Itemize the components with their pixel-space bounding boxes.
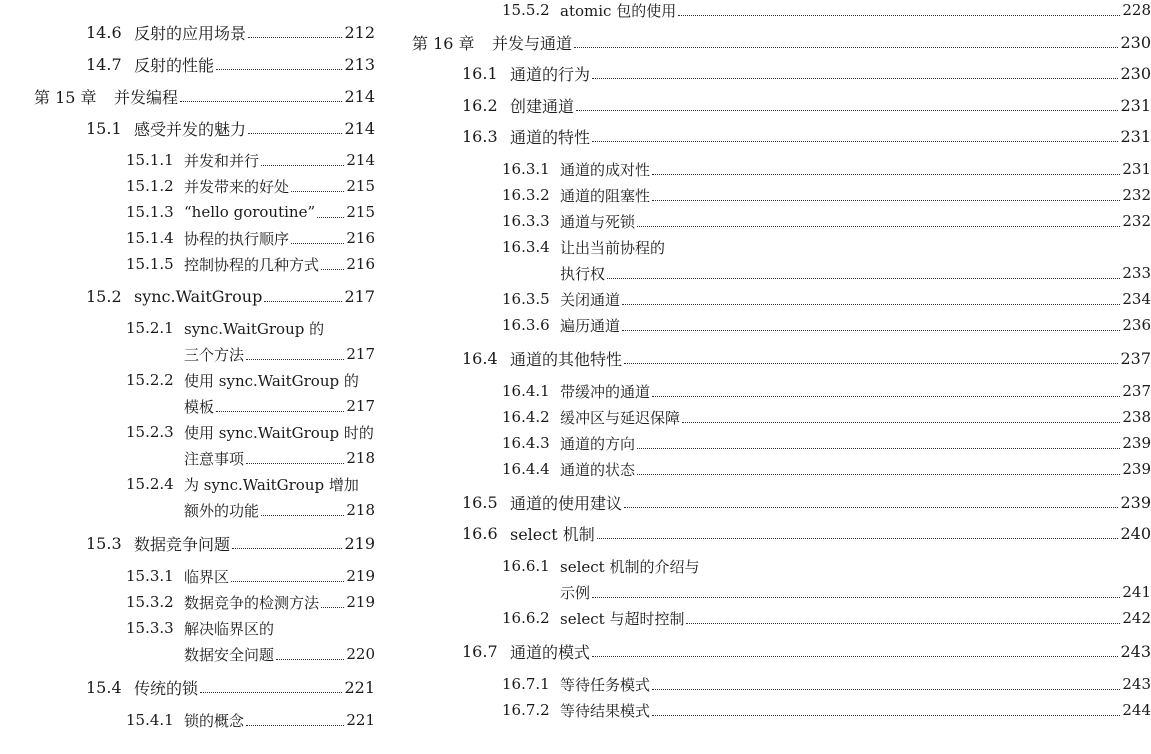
dot-leader (574, 46, 1118, 48)
toc-entry-number: 15.1.4 (126, 229, 174, 247)
toc-subsection-entry[interactable] (502, 157, 1151, 181)
toc-entry-page: 218 (346, 501, 375, 519)
dot-leader (232, 547, 342, 549)
toc-subsection-entry[interactable] (502, 431, 1151, 455)
toc-entry-title: sync.WaitGroup 的 (184, 319, 325, 338)
toc-subsection-entry[interactable] (126, 342, 375, 366)
toc-entry-number: 第 16 章 (412, 33, 475, 53)
toc-entry-page: 237 (1120, 348, 1151, 368)
toc-entry-page: 228 (1122, 1, 1151, 19)
dot-leader (321, 268, 344, 270)
toc-entry-title: 通道的其他特性 (510, 349, 623, 369)
dot-leader (652, 173, 1120, 175)
toc-entry-title: 执行权 (560, 264, 606, 283)
toc-entry-page: 237 (1122, 382, 1151, 400)
toc-section-entry[interactable] (86, 52, 375, 76)
toc-entry-number: 16.3.4 (502, 238, 550, 256)
toc-subsection-entry[interactable] (126, 148, 375, 172)
dot-leader (652, 395, 1120, 397)
toc-subsection-entry[interactable] (126, 200, 375, 224)
toc-subsection-entry[interactable] (126, 498, 375, 522)
toc-subsection-entry[interactable] (502, 235, 1151, 259)
toc-section-entry[interactable] (462, 93, 1151, 117)
toc-section-entry[interactable] (462, 490, 1151, 514)
toc-subsection-entry[interactable] (126, 316, 375, 340)
toc-entry-number: 15.2.3 (126, 423, 174, 441)
toc-entry-page: 231 (1120, 95, 1151, 115)
dot-leader (622, 303, 1120, 305)
dot-leader (652, 199, 1120, 201)
dot-leader (246, 358, 344, 360)
toc-entry-number: 16.3.2 (502, 186, 550, 204)
toc-entry-title: 额外的功能 (184, 501, 260, 520)
toc-entry-number: 16.6 (462, 523, 498, 543)
toc-entry-number: 15.1 (86, 118, 122, 138)
dot-leader (276, 658, 344, 660)
toc-entry-title: 感受并发的魅力 (134, 119, 247, 139)
toc-subsection-entry[interactable] (126, 708, 375, 732)
toc-entry-title: 通道的状态 (560, 460, 636, 479)
toc-entry-title: select 机制的介绍与 (560, 557, 700, 576)
toc-entry-page: 216 (346, 229, 375, 247)
toc-entry-title: 并发编程 (114, 87, 179, 107)
toc-entry-title: “hello goroutine” (184, 203, 316, 221)
dot-leader (246, 462, 344, 464)
toc-entry-number: 14.7 (86, 54, 122, 74)
toc-entry-number: 15.3.3 (126, 619, 174, 637)
dot-leader (261, 514, 344, 516)
toc-entry-page: 239 (1122, 460, 1151, 478)
toc-entry-number: 16.7.2 (502, 701, 550, 719)
toc-entry-number: 15.1.5 (126, 255, 174, 273)
toc-entry-title: 通道的使用建议 (510, 493, 623, 513)
toc-subsection-entry[interactable] (126, 394, 375, 418)
toc-entry-title: 等待结果模式 (560, 701, 651, 720)
toc-entry-title: 传统的锁 (134, 678, 199, 698)
toc-entry-page: 242 (1122, 609, 1151, 627)
dot-leader (597, 537, 1119, 539)
toc-entry-number: 15.4.1 (126, 711, 174, 729)
toc-entry-number: 15.3.2 (126, 593, 174, 611)
toc-entry-number: 16.6.2 (502, 609, 550, 627)
toc-entry-page: 215 (346, 177, 375, 195)
toc-entry-number: 15.1.1 (126, 151, 174, 169)
toc-entry-title: 通道与死锁 (560, 212, 636, 231)
toc-entry-title: 锁的概念 (184, 711, 245, 730)
dot-leader (592, 140, 1118, 142)
toc-entry-title: 数据安全问题 (184, 645, 275, 664)
toc-subsection-entry[interactable] (126, 642, 375, 666)
toc-entry-page: 214 (344, 86, 375, 106)
toc-subsection-entry[interactable] (502, 379, 1151, 403)
dot-leader (216, 410, 344, 412)
toc-entry-number: 16.3.5 (502, 290, 550, 308)
toc-subsection-entry[interactable] (126, 174, 375, 198)
dot-leader (264, 300, 342, 302)
dot-leader (321, 606, 344, 608)
toc-entry-page: 232 (1122, 212, 1151, 230)
toc-entry-number: 16.4.1 (502, 382, 550, 400)
toc-subsection-entry[interactable] (126, 420, 375, 444)
dot-leader (592, 655, 1118, 657)
toc-subsection-entry[interactable] (502, 0, 1151, 22)
toc-entry-title: 示例 (560, 583, 591, 602)
toc-subsection-entry[interactable] (502, 261, 1151, 285)
toc-entry-title: 反射的性能 (134, 55, 215, 75)
toc-subsection-entry[interactable] (126, 564, 375, 588)
toc-entry-title: sync.WaitGroup (134, 286, 263, 306)
toc-entry-page: 214 (344, 118, 375, 138)
toc-entry-title: 为 sync.WaitGroup 增加 (184, 475, 359, 494)
toc-entry-page: 216 (346, 255, 375, 273)
toc-entry-title: 使用 sync.WaitGroup 时的 (184, 423, 374, 442)
dot-leader (592, 596, 1120, 598)
toc-subsection-entry[interactable] (126, 472, 375, 496)
toc-subsection-entry[interactable] (126, 590, 375, 614)
dot-leader (652, 714, 1120, 716)
toc-entry-number: 14.6 (86, 22, 122, 42)
toc-entry-page: 233 (1122, 264, 1151, 282)
toc-entry-title: 反射的应用场景 (134, 23, 247, 43)
toc-entry-page: 231 (1122, 160, 1151, 178)
toc-entry-number: 16.2 (462, 95, 498, 115)
toc-entry-number: 16.7 (462, 641, 498, 661)
toc-subsection-entry[interactable] (502, 457, 1151, 481)
toc-entry-title: 临界区 (184, 567, 230, 586)
toc-section-entry[interactable] (462, 124, 1151, 148)
toc-subsection-entry[interactable] (126, 226, 375, 250)
toc-entry-title: 创建通道 (510, 96, 575, 116)
toc-entry-title: 通道的成对性 (560, 160, 651, 179)
toc-entry-page: 221 (344, 677, 375, 697)
toc-entry-title: 通道的模式 (510, 642, 591, 662)
toc-entry-page: 220 (346, 645, 375, 663)
toc-entry-number: 15.2.2 (126, 371, 174, 389)
toc-entry-number: 15.3.1 (126, 567, 174, 585)
toc-entry-page: 230 (1120, 63, 1151, 83)
toc-entry-number: 16.5 (462, 492, 498, 512)
toc-section-entry[interactable] (462, 61, 1151, 85)
toc-entry-number: 16.3 (462, 126, 498, 146)
toc-entry-page: 215 (346, 203, 375, 221)
toc-entry-page: 217 (346, 345, 375, 363)
toc-entry-page: 240 (1120, 523, 1151, 543)
toc-entry-page: 239 (1120, 492, 1151, 512)
toc-section-entry[interactable] (462, 639, 1151, 663)
toc-section-entry[interactable] (86, 675, 375, 699)
toc-entry-title: 让出当前协程的 (560, 238, 666, 257)
dot-leader (637, 225, 1120, 227)
toc-entry-title: 注意事项 (184, 449, 245, 468)
toc-section-entry[interactable] (86, 531, 375, 555)
toc-entry-title: 缓冲区与延迟保障 (560, 408, 681, 427)
toc-entry-number: 15.4 (86, 677, 122, 697)
toc-entry-page: 231 (1120, 126, 1151, 146)
toc-entry-title: 带缓冲的通道 (560, 382, 651, 401)
toc-entry-page: 239 (1122, 434, 1151, 452)
toc-entry-page: 219 (346, 567, 375, 585)
dot-leader (231, 580, 344, 582)
toc-chapter-entry[interactable] (34, 84, 375, 108)
toc-entry-title: 数据竞争问题 (134, 534, 231, 554)
toc-entry-page: 238 (1122, 408, 1151, 426)
toc-entry-page: 218 (346, 449, 375, 467)
toc-entry-number: 16.3.6 (502, 316, 550, 334)
toc-section-entry[interactable] (462, 521, 1151, 545)
dot-leader (652, 688, 1120, 690)
toc-entry-page: 213 (344, 54, 375, 74)
dot-leader (624, 506, 1118, 508)
toc-subsection-entry[interactable] (502, 313, 1151, 337)
toc-entry-number: 16.4.4 (502, 460, 550, 478)
toc-subsection-entry[interactable] (126, 252, 375, 276)
dot-leader (624, 362, 1118, 364)
dot-leader (637, 473, 1120, 475)
toc-entry-title: 通道的特性 (510, 127, 591, 147)
dot-leader (637, 447, 1120, 449)
dot-leader (248, 36, 342, 38)
dot-leader (248, 132, 342, 134)
toc-subsection-entry[interactable] (126, 368, 375, 392)
toc-subsection-entry[interactable] (502, 606, 1151, 630)
toc-entry-page: 217 (344, 286, 375, 306)
toc-entry-number: 16.3.3 (502, 212, 550, 230)
toc-entry-page: 236 (1122, 316, 1151, 334)
dot-leader (678, 14, 1120, 16)
dot-leader (317, 216, 344, 218)
toc-entry-number: 15.2.1 (126, 319, 174, 337)
toc-entry-title: 通道的阻塞性 (560, 186, 651, 205)
toc-section-entry[interactable] (462, 346, 1151, 370)
toc-entry-title: select 与超时控制 (560, 609, 685, 628)
toc-entry-number: 16.4.3 (502, 434, 550, 452)
toc-entry-page: 221 (346, 711, 375, 729)
dot-leader (682, 421, 1120, 423)
toc-entry-title: 并发和并行 (184, 151, 260, 170)
toc-entry-page: 232 (1122, 186, 1151, 204)
toc-entry-number: 16.6.1 (502, 557, 550, 575)
toc-subsection-entry[interactable] (502, 554, 1151, 578)
toc-entry-number: 16.3.1 (502, 160, 550, 178)
toc-entry-title: 遍历通道 (560, 316, 621, 335)
toc-entry-title: 并发与通道 (492, 33, 573, 53)
toc-subsection-entry[interactable] (502, 580, 1151, 604)
dot-leader (216, 68, 342, 70)
toc-chapter-entry[interactable] (412, 30, 1151, 54)
toc-entry-number: 15.1.2 (126, 177, 174, 195)
dot-leader (576, 109, 1118, 111)
toc-subsection-entry[interactable] (126, 616, 375, 640)
toc-section-entry[interactable] (86, 284, 375, 308)
toc-entry-page: 244 (1122, 701, 1151, 719)
toc-entry-page: 243 (1120, 641, 1151, 661)
toc-subsection-entry[interactable] (502, 698, 1151, 722)
toc-entry-title: 模板 (184, 397, 215, 416)
toc-entry-title: 通道的行为 (510, 64, 591, 84)
toc-entry-title: 协程的执行顺序 (184, 229, 290, 248)
toc-section-entry[interactable] (86, 116, 375, 140)
dot-leader (622, 329, 1120, 331)
toc-subsection-entry[interactable] (502, 209, 1151, 233)
toc-entry-page: 234 (1122, 290, 1151, 308)
toc-entry-number: 15.2.4 (126, 475, 174, 493)
toc-entry-page: 219 (344, 533, 375, 553)
toc-subsection-entry[interactable] (502, 287, 1151, 311)
toc-entry-page: 219 (346, 593, 375, 611)
toc-subsection-entry[interactable] (502, 183, 1151, 207)
toc-entry-number: 15.3 (86, 533, 122, 553)
dot-leader (261, 164, 344, 166)
toc-entry-page: 243 (1122, 675, 1151, 693)
toc-subsection-entry[interactable] (502, 405, 1151, 429)
dot-leader (180, 100, 342, 102)
dot-leader (291, 242, 344, 244)
toc-entry-number: 15.5.2 (502, 1, 550, 19)
toc-entry-page: 212 (344, 22, 375, 42)
toc-entry-number: 16.4.2 (502, 408, 550, 426)
toc-entry-number: 15.1.3 (126, 203, 174, 221)
toc-entry-page: 217 (346, 397, 375, 415)
dot-leader (200, 691, 342, 693)
toc-entry-number: 16.4 (462, 348, 498, 368)
toc-entry-title: 解决临界区的 (184, 619, 275, 638)
toc-section-entry[interactable] (86, 20, 375, 44)
toc-entry-title: 三个方法 (184, 345, 245, 364)
dot-leader (607, 277, 1120, 279)
toc-entry-title: select 机制 (510, 524, 595, 544)
toc-entry-title: 控制协程的几种方式 (184, 255, 320, 274)
toc-entry-page: 241 (1122, 583, 1151, 601)
toc-entry-title: 等待任务模式 (560, 675, 651, 694)
toc-entry-title: 通道的方向 (560, 434, 636, 453)
toc-entry-number: 16.1 (462, 63, 498, 83)
toc-entry-title: 并发带来的好处 (184, 177, 290, 196)
toc-entry-title: atomic 包的使用 (560, 1, 677, 20)
dot-leader (686, 622, 1120, 624)
toc-entry-page: 230 (1120, 32, 1151, 52)
toc-subsection-entry[interactable] (126, 446, 375, 470)
toc-entry-number: 第 15 章 (34, 87, 97, 107)
toc-entry-title: 数据竞争的检测方法 (184, 593, 320, 612)
toc-entry-title: 关闭通道 (560, 290, 621, 309)
toc-entry-number: 16.7.1 (502, 675, 550, 693)
dot-leader (246, 724, 344, 726)
toc-entry-number: 15.2 (86, 286, 122, 306)
toc-entry-title: 使用 sync.WaitGroup 的 (184, 371, 359, 390)
dot-leader (592, 77, 1118, 79)
toc-subsection-entry[interactable] (502, 672, 1151, 696)
toc-entry-page: 214 (346, 151, 375, 169)
dot-leader (291, 190, 344, 192)
